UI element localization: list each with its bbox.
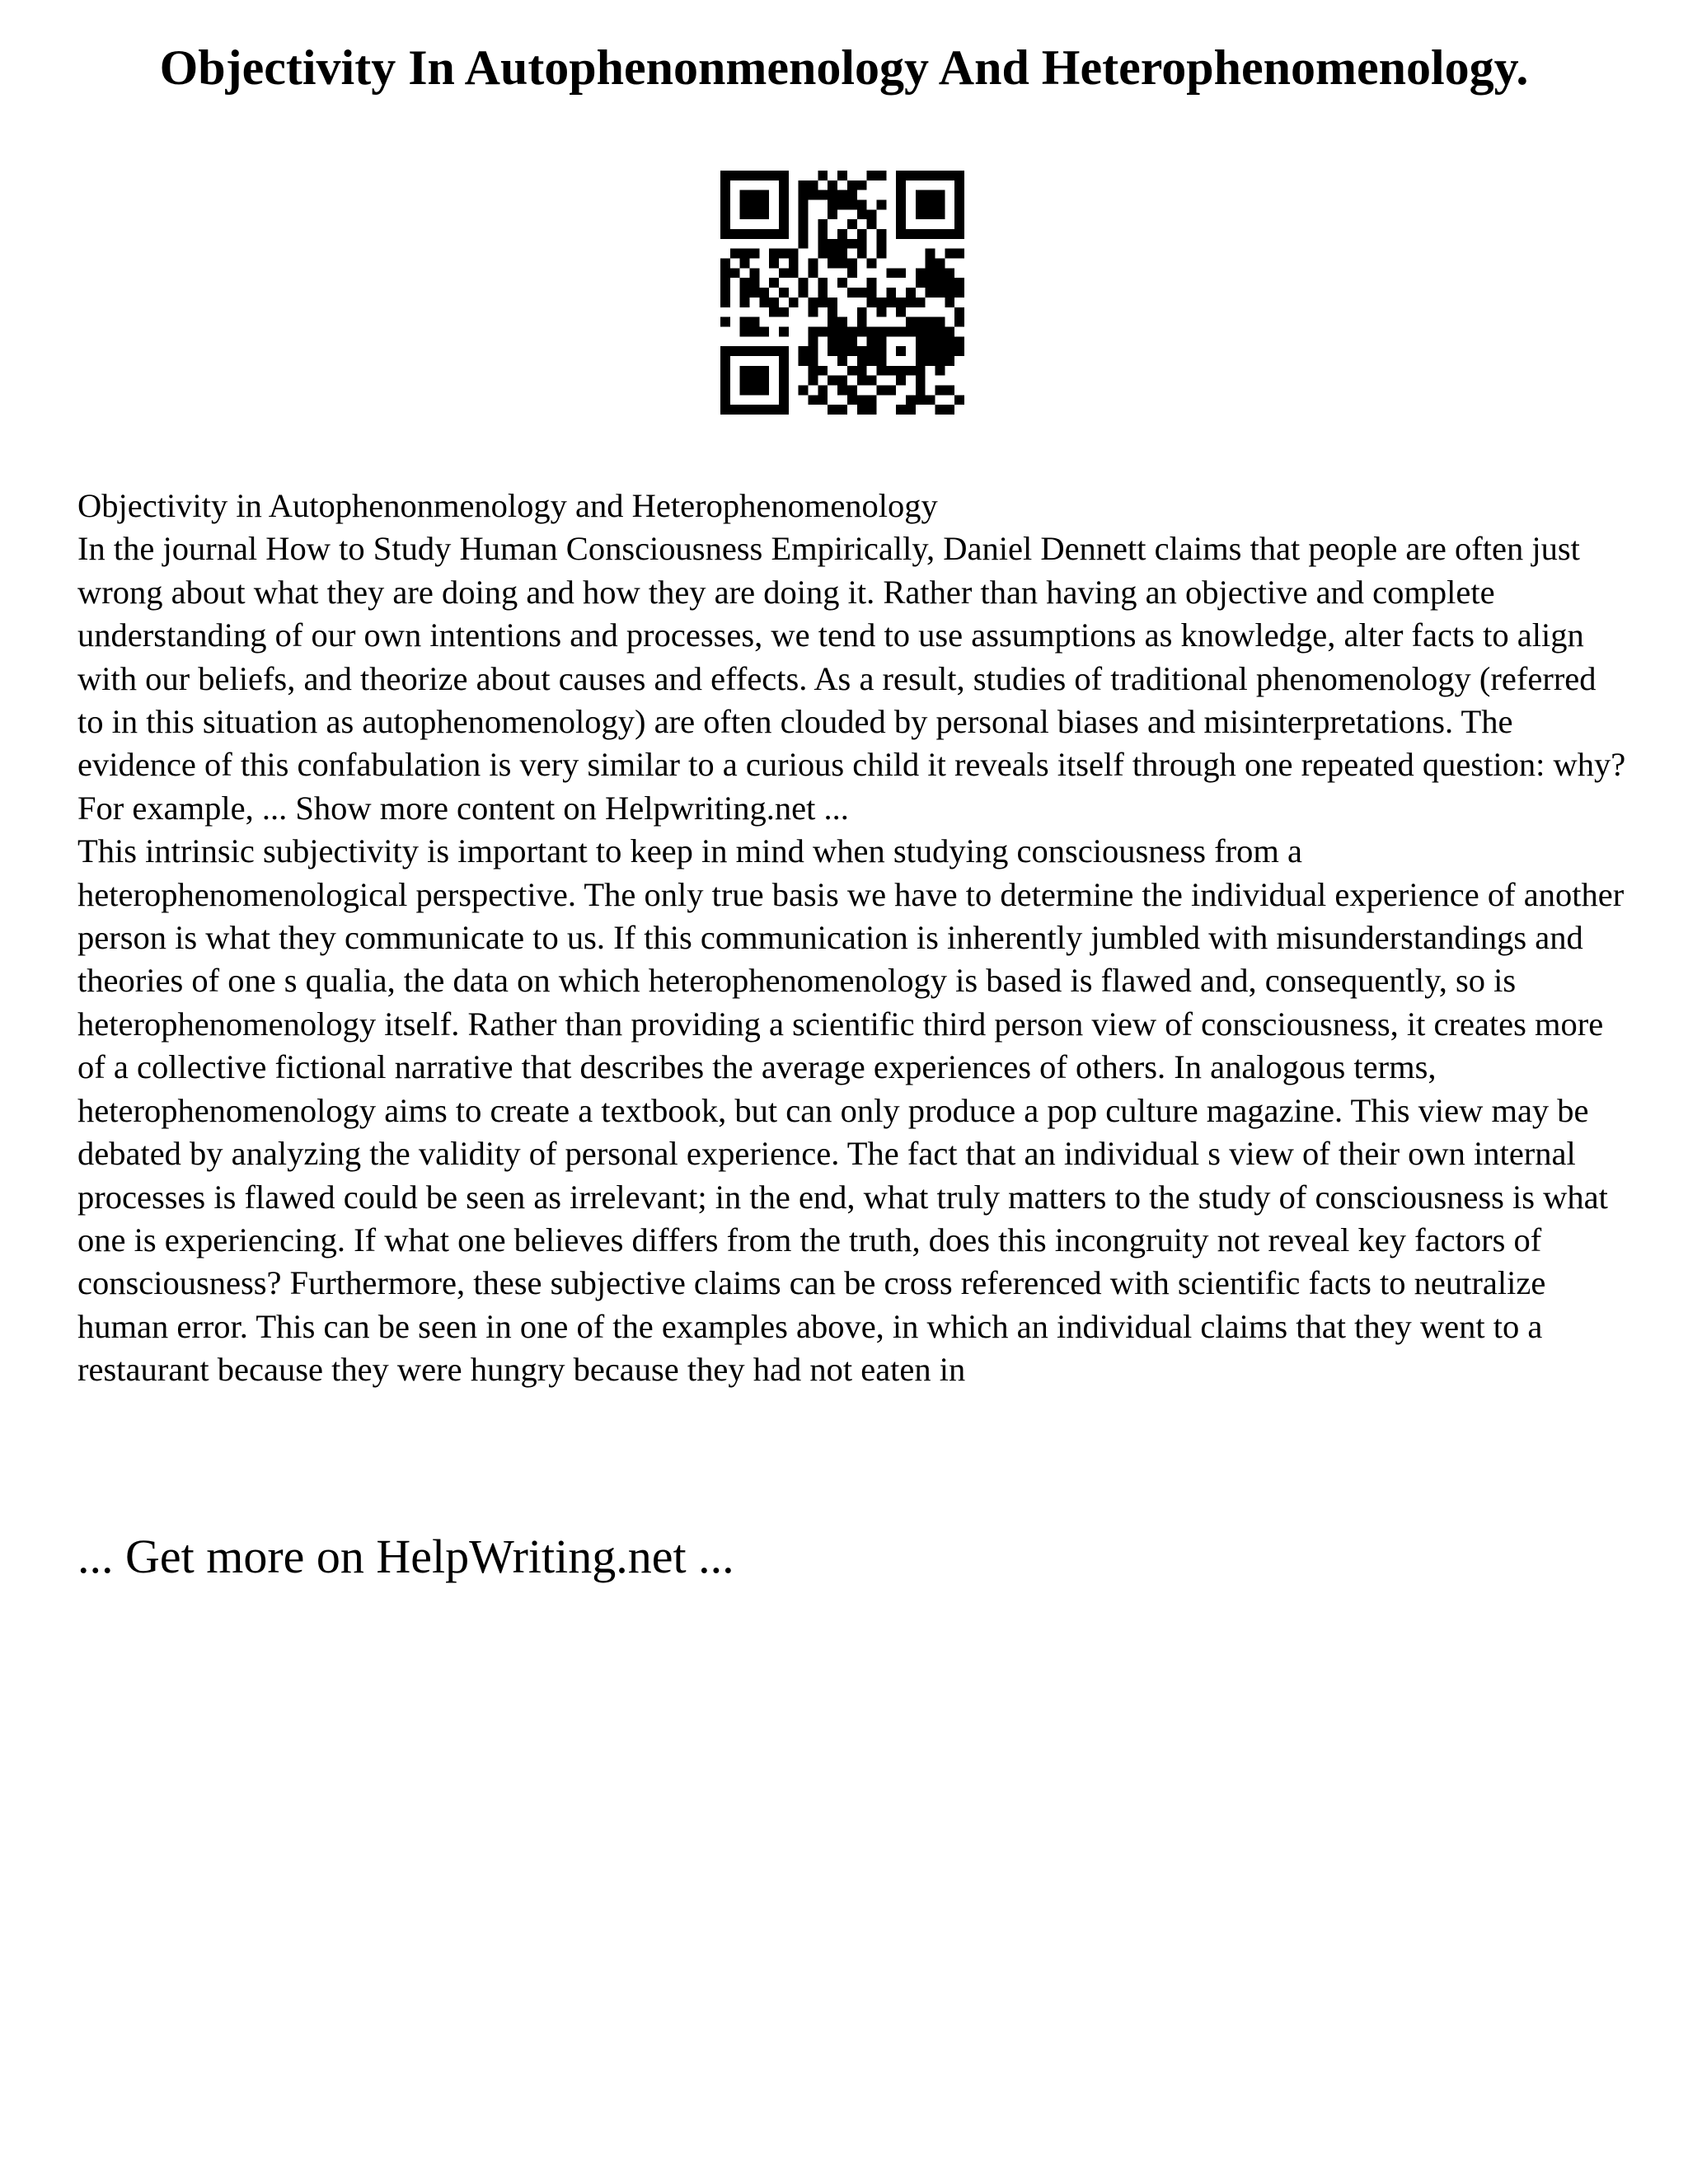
document-subtitle: Objectivity in Autophenonmenology and Heterophenomenology (77, 487, 938, 524)
get-more-link[interactable]: ... Get more on HelpWriting.net ... (77, 1530, 734, 1583)
paragraph-2: This intrinsic subjectivity is important to keep in mind when studying consciousness from a heterophenomenological perspective. The only true basis we have to determine the individual experience of another person is what they communicate to us. If this communication is inherently jumbled with misunderstandings and theories of one s qualia, the data on which heterophenomenology is based is flawed and, consequently, so is heterophenomenology itself. Rather than providing a scientific third person view of consciousness, it creates more of a collective fictional narrative that describes the average experiences of others. In analogous terms, heterophenomenology aims to create a textbook, but can only produce a pop culture magazine. This view may be debated by analyzing the validity of personal experience. The fact that an individual s view of their own internal processes is flawed could be seen as irrelevant; in the end, what truly matters to the study of consciousness is what one is experiencing. If what one believes differs from the truth, does this incongruity not reveal key factors of consciousness? Furthermore, these subjective claims can be cross referenced with scientific facts to neutralize human error. This can be seen in one of the examples above, in which an individual claims that they went to a restaurant because they were hungry because they had not eaten in (77, 832, 1625, 1389)
qr-code-icon[interactable] (720, 171, 964, 415)
qr-code-graphic (720, 171, 964, 415)
document-body (77, 485, 1627, 1392)
paragraph-1: In the journal How to Study Human Consciousness Empirically, Daniel Dennett claims that people are often just wrong about what they are doing and how they are doing it. Rather than having an objective and complete understanding of our own intentions and processes, we tend to use assumptions as knowledge, alter facts to align with our beliefs, and theorize about causes and effects. As a result, studies of traditional phenomenology (referred to in this situation as autophenomenology) are often clouded by personal biases and misinterpretations. The evidence of this confabulation is very similar to a curious child it reveals itself through one repeated question: why? For example, ... Show more content on Helpwriting.net ... (77, 530, 1626, 827)
document-title: Objectivity In Autophenonmenology And Heterophenomenology. (159, 40, 1529, 95)
